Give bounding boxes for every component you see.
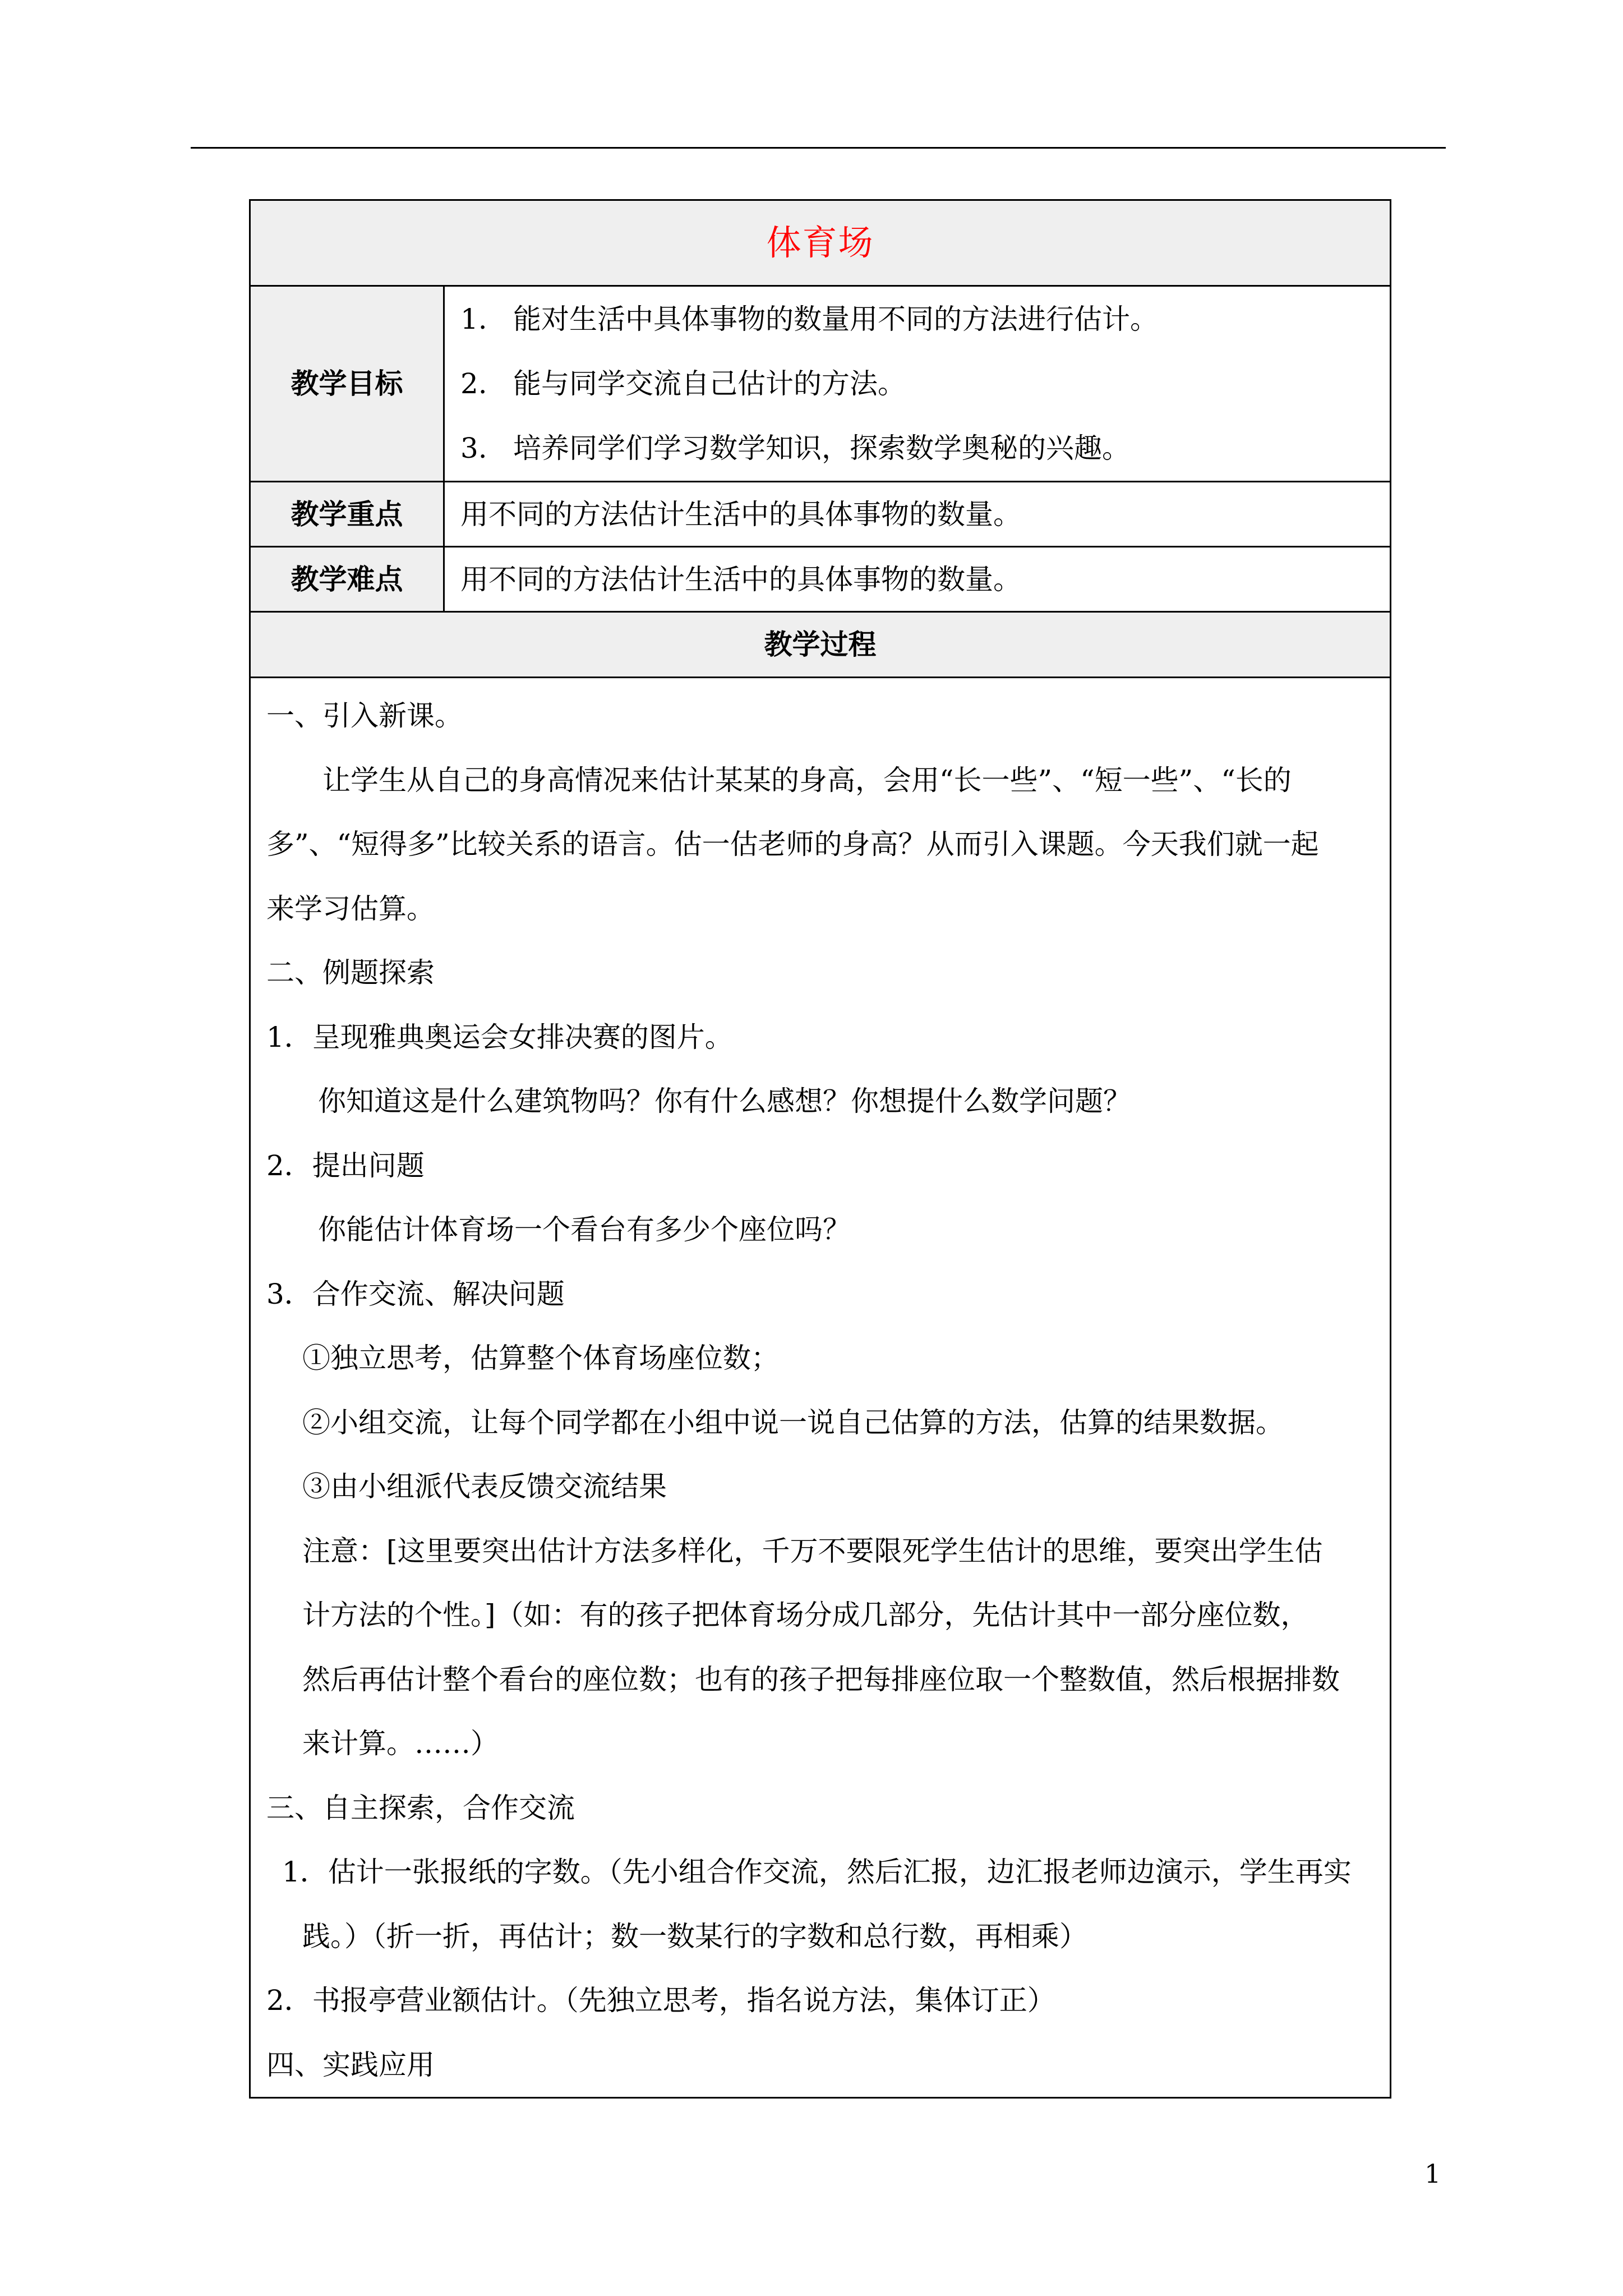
process-line: 来学习估算。 bbox=[266, 892, 435, 925]
process-line: 让学生从自己的身高情况来估计某某的身高，会用“长一些”、“短一些”、“长的 bbox=[322, 763, 1292, 797]
process-line: 你知道这是什么建筑物吗？你有什么感想？你想提什么数学问题？ bbox=[318, 1085, 1131, 1118]
objectives-label: 教学目标 bbox=[250, 286, 444, 482]
process-line: 三、自主探索，合作交流 bbox=[266, 1791, 575, 1824]
process-line: ①独立思考，估算整个体育场座位数； bbox=[302, 1342, 779, 1375]
difficulty-label: 教学难点 bbox=[250, 547, 444, 612]
lesson-title: 体育场 bbox=[766, 222, 874, 263]
process-line: 然后再估计整个看台的座位数；也有的孩子把每排座位取一个整数值，然后根据排数 bbox=[302, 1663, 1340, 1696]
process-line: 来计算。……） bbox=[302, 1727, 499, 1760]
process-line: 1．估计一张报纸的字数。（先小组合作交流，然后汇报，边汇报老师边演示，学生再实 bbox=[282, 1856, 1352, 1889]
objectives-cell bbox=[444, 286, 1391, 482]
process-line: 践。）（折一折，再估计；数一数某行的字数和总行数，再相乘） bbox=[302, 1920, 1087, 1953]
lesson-plan-table bbox=[249, 199, 1391, 2099]
process-line: ②小组交流，让每个同学都在小组中说一说自己估算的方法，估算的结果数据。 bbox=[302, 1406, 1284, 1439]
process-line: ③由小组派代表反馈交流结果 bbox=[302, 1470, 667, 1503]
title-cell bbox=[250, 200, 1391, 286]
process-line: 2．书报亭营业额估计。（先独立思考，指名说方法，集体订正） bbox=[266, 1984, 1055, 2017]
process-line: 1．呈现雅典奥运会女排决赛的图片。 bbox=[266, 1020, 733, 1053]
process-body-row bbox=[250, 678, 1391, 2098]
objective-item bbox=[460, 352, 1390, 416]
objective-number: 3. bbox=[460, 432, 487, 464]
title-row bbox=[250, 200, 1391, 286]
page-number: 1 bbox=[1424, 2159, 1441, 2189]
objective-text: 能与同学交流自己估计的方法。 bbox=[513, 367, 906, 400]
process-line: 一、引入新课。 bbox=[266, 700, 463, 733]
process-line: 二、例题探索 bbox=[266, 956, 435, 990]
header-rule bbox=[191, 147, 1446, 149]
difficulty-text: 用不同的方法估计生活中的具体事物的数量。 bbox=[444, 547, 1391, 612]
objectives-row bbox=[250, 286, 1391, 482]
key-point-label: 教学重点 bbox=[250, 482, 444, 547]
process-line: 计方法的个性。]（如：有的孩子把体育场分成几部分，先估计其中一部分座位数， bbox=[302, 1599, 1309, 1632]
process-line: 多”、“短得多”比较关系的语言。估一估老师的身高？从而引入课题。今天我们就一起 bbox=[266, 828, 1319, 861]
process-line: 四、实践应用 bbox=[266, 2048, 435, 2081]
process-heading-row bbox=[250, 612, 1391, 678]
objective-number: 2. bbox=[460, 367, 487, 400]
objective-number: 1. bbox=[460, 303, 487, 335]
objective-text: 能对生活中具体事物的数量用不同的方法进行估计。 bbox=[513, 303, 1158, 335]
objective-item bbox=[460, 416, 1390, 481]
key-point-text: 用不同的方法估计生活中的具体事物的数量。 bbox=[444, 482, 1391, 547]
process-line: 你能估计体育场一个看台有多少个座位吗？ bbox=[318, 1213, 851, 1246]
objective-item bbox=[460, 287, 1390, 352]
process-line: 注意：[这里要突出估计方法多样化，千万不要限死学生估计的思维，要突出学生估 bbox=[302, 1534, 1323, 1567]
process-heading: 教学过程 bbox=[250, 612, 1391, 678]
key-point-row bbox=[250, 482, 1391, 547]
process-body bbox=[250, 678, 1391, 2098]
process-line: 3．合作交流、解决问题 bbox=[266, 1277, 565, 1310]
objective-text: 培养同学们学习数学知识，探索数学奥秘的兴趣。 bbox=[513, 432, 1130, 464]
process-line: 2．提出问题 bbox=[266, 1149, 425, 1182]
difficulty-row bbox=[250, 547, 1391, 612]
